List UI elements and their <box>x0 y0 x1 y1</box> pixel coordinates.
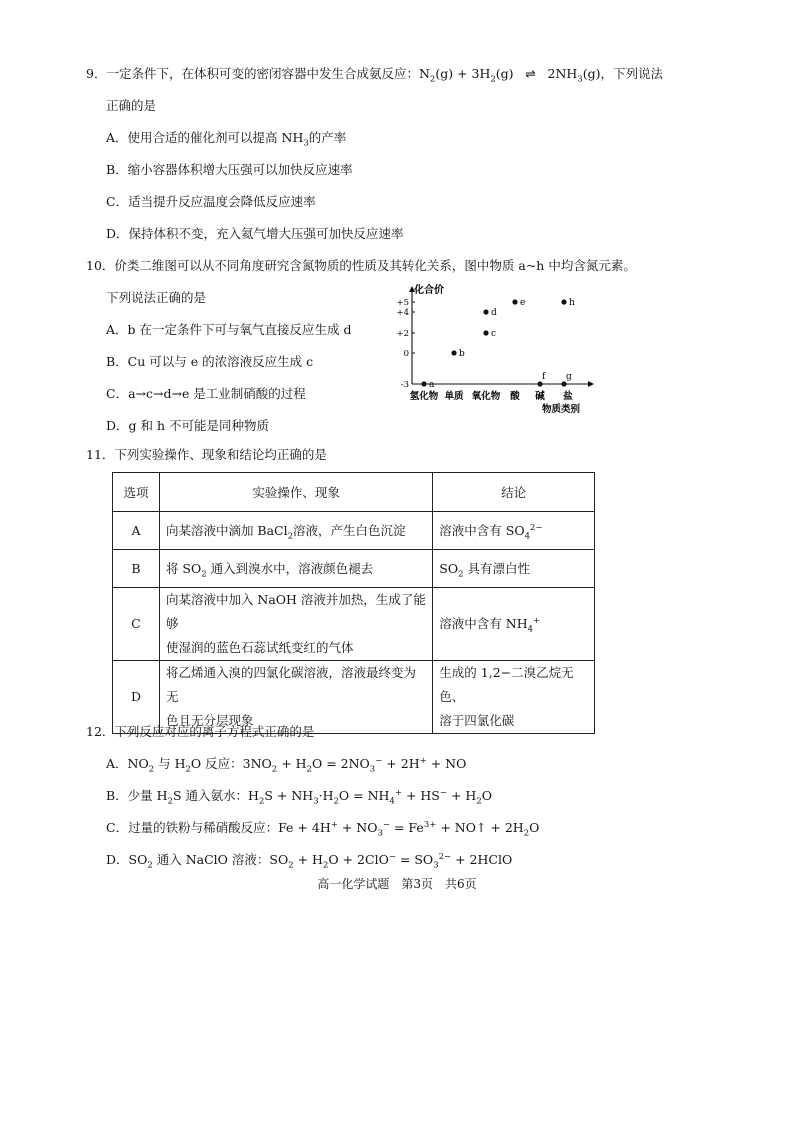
row-a-option: A <box>113 512 160 550</box>
category-label: 盐 <box>563 391 573 402</box>
table-header-operation: 实验操作、现象 <box>159 473 432 512</box>
q9-option-b[interactable]: B．缩小容器体积增大压强可以加快反应速率 <box>106 162 353 177</box>
point-d <box>483 309 488 314</box>
y-tick-label: -3 <box>400 380 409 390</box>
point-label-h: h <box>569 298 575 308</box>
category-label: 氢化物 <box>409 391 439 402</box>
q11-stem: 11．下列实验操作、现象和结论均正确的是 <box>86 447 327 462</box>
q9-option-d[interactable]: D．保持体积不变，充入氦气增大压强可加快反应速率 <box>106 226 404 241</box>
point-label-f: f <box>542 372 546 382</box>
row-d-operation: 将乙烯通入溴的四氯化碳溶液，溶液最终变为无 色且无分层现象 <box>159 661 432 734</box>
page-footer: 高一化学试题 第3页 共6页 <box>317 877 477 891</box>
category-label: 氧化物 <box>471 391 501 402</box>
chart-ylabel: 化合价 <box>414 285 444 296</box>
point-f <box>537 381 542 386</box>
table-header-option: 选项 <box>113 473 160 512</box>
q12-option-d[interactable]: D．$SO_2$ 通入 NaClO 溶液：$SO_2 + H_2O + 2ClO^- = SO_3^{2-}$ + 2HClO <box>106 851 513 871</box>
q10-option-d[interactable]: D．g 和 h 不可能是同种物质 <box>106 418 269 433</box>
q12-option-c[interactable]: C．过量的铁粉与稀硝酸反应：$Fe + 4H^+ + NO_3^- = Fe^{3+}$ + NO↑ + $2H_2O$ <box>106 819 540 839</box>
point-label-e: e <box>520 298 526 308</box>
experiment-table <box>112 472 595 734</box>
row-a-conclusion: 溶液中含有 $SO_4^{2-}$ <box>433 512 595 550</box>
row-c-operation: 向某溶液中加入 NaOH 溶液并加热，生成了能够 使湿润的蓝色石蕊试纸变红的气体 <box>159 588 432 661</box>
valence-class-chart <box>392 284 602 418</box>
y-tick-label: +4 <box>396 308 409 318</box>
q12-option-b[interactable]: B．少量 $H_2S$ 通入氨水：$H_2S + NH_3\cdot H_2O = NH_4^+ + HS^- + H_2O$ <box>106 787 492 807</box>
table-row <box>113 512 595 550</box>
row-b-operation: 将 $SO_2$ 通入到溴水中，溶液颜色褪去 <box>159 550 432 588</box>
table-row <box>113 661 595 734</box>
category-label: 酸 <box>510 391 520 402</box>
table-row <box>113 588 595 661</box>
q9-stem-line2: 正确的是 <box>106 98 157 113</box>
q10-stem-line1: 10．价类二维图可以从不同角度研究含氮物质的性质及其转化关系，图中物质 a~h 中均含氮元素。 <box>86 258 636 273</box>
point-label-d: d <box>491 308 497 318</box>
row-b-option: B <box>113 550 160 588</box>
y-tick-label: +2 <box>396 329 409 339</box>
row-d-conclusion: 生成的 1,2−二溴乙烷无色、 溶于四氯化碳 <box>433 661 595 734</box>
table-header-row <box>113 473 595 512</box>
q12-stem: 12．下列反应对应的离子方程式正确的是 <box>86 724 315 739</box>
point-e <box>512 299 517 304</box>
table-row <box>113 550 595 588</box>
q10-stem-line2: 下列说法正确的是 <box>106 290 207 305</box>
row-a-operation: 向某溶液中滴加 BaCl$_2$溶液，产生白色沉淀 <box>159 512 432 550</box>
equilibrium-arrow-icon: ⇌ <box>525 66 536 81</box>
q9-stem-line1: 9．一定条件下，在体积可变的密闭容器中发生合成氨反应：$N_2(g) + 3H_2(g)$ ⇌ $2NH_3(g)$，下列说法 <box>86 66 663 85</box>
row-c-option: C <box>113 588 160 661</box>
chart-xlabel: 物质类别 <box>542 404 581 415</box>
q10-option-c[interactable]: C．a→c→d→e 是工业制硝酸的过程 <box>106 386 306 401</box>
point-b <box>451 350 456 355</box>
point-c <box>483 330 488 335</box>
q10-option-a[interactable]: A．b 在一定条件下可与氧气直接反应生成 d <box>106 322 352 337</box>
q9-option-a[interactable]: A．使用合适的催化剂可以提高 $NH_3$的产率 <box>106 130 347 149</box>
point-h <box>561 299 566 304</box>
q12-option-a[interactable]: A．$NO_2$ 与 $H_2O$ 反应：$3NO_2 + H_2O = 2NO_3^- + 2H^+$ + NO <box>106 755 467 775</box>
q10-option-b[interactable]: B．Cu 可以与 e 的浓溶液反应生成 c <box>106 354 314 369</box>
category-label: 碱 <box>535 391 545 402</box>
point-label-g: g <box>566 372 572 382</box>
point-label-c: c <box>491 329 497 339</box>
category-label: 单质 <box>444 391 464 402</box>
y-tick-label: +5 <box>396 298 409 308</box>
point-g <box>561 381 566 386</box>
y-tick-label: 0 <box>403 349 409 359</box>
row-b-conclusion: $SO_2$ 具有漂白性 <box>433 550 595 588</box>
q9-option-c[interactable]: C．适当提升反应温度会降低反应速率 <box>106 194 316 209</box>
row-d-option: D <box>113 661 160 734</box>
table-header-conclusion: 结论 <box>433 473 595 512</box>
point-a <box>421 381 426 386</box>
row-c-conclusion: 溶液中含有 $NH_4^+$ <box>433 588 595 661</box>
point-label-a: a <box>429 380 435 390</box>
point-label-b: b <box>459 349 465 359</box>
